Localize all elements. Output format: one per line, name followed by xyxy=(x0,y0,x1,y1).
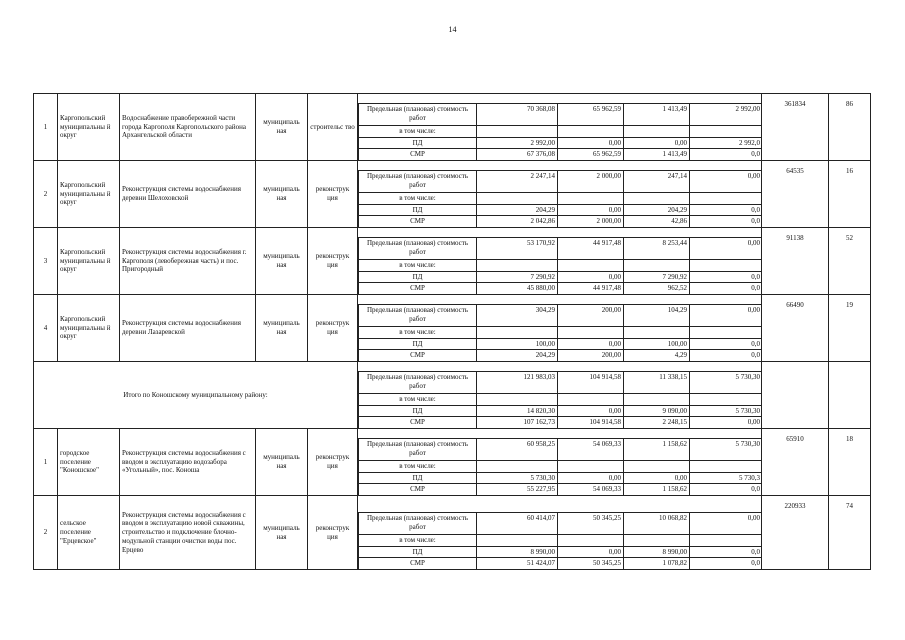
financing-value: 7 290,92 xyxy=(477,271,558,283)
financing-label: Предельная (плановая) стоимость работ xyxy=(359,512,477,534)
indicator-a-cell: 64535 xyxy=(762,161,829,228)
financing-value: 107 162,73 xyxy=(477,417,558,428)
financing-value: 50 345,25 xyxy=(558,512,624,534)
project-name-cell: Реконструкция системы водоснабжения деревни Шелоховской xyxy=(120,161,256,228)
financing-value xyxy=(690,534,762,546)
ownership-cell: муниципаль ная xyxy=(256,228,308,295)
financing-value: 0,00 xyxy=(558,405,624,417)
financing-value: 0,0 xyxy=(690,484,762,495)
financing-value: 0,00 xyxy=(558,137,624,149)
financing-value: 2 000,00 xyxy=(558,170,624,192)
financing-value xyxy=(477,393,558,405)
financing-row xyxy=(359,326,762,338)
total-label: Итого по Коношскому муниципальному району: xyxy=(34,362,358,429)
financing-value: 14 820,30 xyxy=(477,405,558,417)
financing-value: 0,00 xyxy=(558,546,624,558)
financing-label: СМР xyxy=(359,558,477,569)
financing-label: ПД xyxy=(359,271,477,283)
table-row xyxy=(34,228,871,295)
project-name-cell: Реконструкция системы водоснабжения с вводом в эксплуатацию водозабора «Угольный», пос. Коноша xyxy=(120,429,256,496)
indicator-b-cell: 16 xyxy=(829,161,871,228)
ownership-cell: муниципаль ная xyxy=(256,295,308,362)
financing-row xyxy=(359,460,762,472)
indicator-a-cell xyxy=(762,362,829,429)
work-type-cell: реконструк ция xyxy=(308,228,358,295)
financing-label: в том числе: xyxy=(359,192,477,204)
financing-value: 5 730,30 xyxy=(690,405,762,417)
indicator-a-cell: 220933 xyxy=(762,496,829,570)
municipality-cell: городское поселение "Коношское" xyxy=(58,429,120,496)
municipality-cell: Каргопольский муниципальны й округ xyxy=(58,161,120,228)
financing-value: 42,86 xyxy=(624,216,690,227)
financing-value: 0,0 xyxy=(690,546,762,558)
financing-value: 0,00 xyxy=(624,137,690,149)
financing-value xyxy=(558,192,624,204)
financing-row xyxy=(359,546,762,558)
financing-row xyxy=(359,283,762,294)
financing-label: в том числе: xyxy=(359,259,477,271)
financing-label: ПД xyxy=(359,472,477,484)
financing-value: 200,00 xyxy=(558,304,624,326)
financing-value xyxy=(624,393,690,405)
financing-value xyxy=(558,259,624,271)
financing-row xyxy=(359,350,762,361)
financing-cell xyxy=(358,161,762,228)
financing-value: 44 917,48 xyxy=(558,283,624,294)
financing-value: 0,00 xyxy=(558,472,624,484)
indicator-b-cell: 52 xyxy=(829,228,871,295)
financing-value xyxy=(690,192,762,204)
financing-value: 2 992,0 xyxy=(690,137,762,149)
financing-value: 104,29 xyxy=(624,304,690,326)
financing-label: ПД xyxy=(359,338,477,350)
financing-value: 10 068,82 xyxy=(624,512,690,534)
municipality-cell: Каргопольский муниципальны й округ xyxy=(58,295,120,362)
financing-table xyxy=(358,304,762,361)
financing-row xyxy=(359,125,762,137)
financing-value: 2 992,00 xyxy=(690,103,762,125)
financing-value xyxy=(624,534,690,546)
row-number: 1 xyxy=(34,429,58,496)
financing-value: 0,00 xyxy=(558,204,624,216)
financing-value: 44 917,48 xyxy=(558,237,624,259)
financing-row xyxy=(359,472,762,484)
financing-table xyxy=(358,237,762,294)
financing-row xyxy=(359,484,762,495)
financing-value: 55 227,95 xyxy=(477,484,558,495)
table-row xyxy=(34,94,871,161)
financing-value xyxy=(477,326,558,338)
financing-value: 204,29 xyxy=(477,204,558,216)
financing-value: 204,29 xyxy=(477,350,558,361)
financing-table xyxy=(358,512,762,569)
financing-value: 0,00 xyxy=(690,304,762,326)
financing-value: 0,00 xyxy=(624,472,690,484)
financing-value: 1 078,82 xyxy=(624,558,690,569)
financing-value: 5 730,30 xyxy=(690,438,762,460)
municipality-cell: Каргопольский муниципальны й округ xyxy=(58,228,120,295)
table-row xyxy=(34,295,871,362)
financing-row xyxy=(359,271,762,283)
financing-row xyxy=(359,417,762,428)
total-row xyxy=(34,362,871,429)
indicator-b-cell: 19 xyxy=(829,295,871,362)
financing-value xyxy=(690,259,762,271)
financing-row xyxy=(359,237,762,259)
financing-value: 1 413,49 xyxy=(624,149,690,160)
financing-value xyxy=(558,534,624,546)
financing-value xyxy=(690,393,762,405)
financing-value: 8 990,00 xyxy=(624,546,690,558)
indicator-b-cell xyxy=(829,362,871,429)
financing-label: ПД xyxy=(359,546,477,558)
financing-value xyxy=(624,259,690,271)
financing-cell xyxy=(358,94,762,161)
financing-value: 100,00 xyxy=(624,338,690,350)
financing-value: 0,00 xyxy=(558,338,624,350)
financing-value: 104 914,58 xyxy=(558,417,624,428)
row-number: 1 xyxy=(34,94,58,161)
financing-table xyxy=(358,170,762,227)
financing-label: СМР xyxy=(359,283,477,294)
financing-value: 2 248,15 xyxy=(624,417,690,428)
financing-value: 0,0 xyxy=(690,204,762,216)
financing-row xyxy=(359,304,762,326)
financing-row xyxy=(359,438,762,460)
financing-row xyxy=(359,371,762,393)
financing-value: 4,29 xyxy=(624,350,690,361)
financing-label: в том числе: xyxy=(359,393,477,405)
financing-value xyxy=(477,192,558,204)
financing-label: в том числе: xyxy=(359,125,477,137)
financing-value: 1 158,62 xyxy=(624,438,690,460)
financing-value: 53 170,92 xyxy=(477,237,558,259)
financing-value xyxy=(477,259,558,271)
financing-value: 0,0 xyxy=(690,338,762,350)
financing-value xyxy=(624,326,690,338)
financing-label: в том числе: xyxy=(359,326,477,338)
financing-row xyxy=(359,405,762,417)
financing-value: 7 290,92 xyxy=(624,271,690,283)
financing-cell xyxy=(358,228,762,295)
financing-value: 67 376,08 xyxy=(477,149,558,160)
financing-label: ПД xyxy=(359,405,477,417)
financing-row xyxy=(359,259,762,271)
row-number: 2 xyxy=(34,496,58,570)
financing-label: СМР xyxy=(359,417,477,428)
project-name-cell: Реконструкция системы водоснабжения деревни Лазаревской xyxy=(120,295,256,362)
page-number: 14 xyxy=(448,25,457,34)
financing-value: 50 345,25 xyxy=(558,558,624,569)
project-name-cell: Реконструкция системы водоснабжения с вводом в эксплуатацию новой скважины, строительство и подключение блочно-модульной станции очистки воды пос. Ерцево xyxy=(120,496,256,570)
financing-value: 8 253,44 xyxy=(624,237,690,259)
financing-value: 2 992,00 xyxy=(477,137,558,149)
financing-table xyxy=(358,438,762,495)
financing-value xyxy=(558,326,624,338)
financing-row xyxy=(359,216,762,227)
financing-value xyxy=(477,460,558,472)
financing-row xyxy=(359,534,762,546)
municipality-cell: сельское поселение "Ерцевское" xyxy=(58,496,120,570)
financing-value xyxy=(690,326,762,338)
table-row xyxy=(34,161,871,228)
financing-value: 200,00 xyxy=(558,350,624,361)
financing-value: 5 730,30 xyxy=(477,472,558,484)
financing-row xyxy=(359,393,762,405)
work-type-cell: реконструк ция xyxy=(308,161,358,228)
project-name-cell: Реконструкция системы водоснабжения г. Каргополя (левобережная часть) и пос. Пригородный xyxy=(120,228,256,295)
financing-value: 8 990,00 xyxy=(477,546,558,558)
financing-value xyxy=(690,460,762,472)
financing-label: Предельная (плановая) стоимость работ xyxy=(359,103,477,125)
row-number: 4 xyxy=(34,295,58,362)
financing-value: 104 914,58 xyxy=(558,371,624,393)
project-name-cell: Водоснабжение правобережной части города Каргополя Каргопольского района Архангельской области xyxy=(120,94,256,161)
financing-value: 0,00 xyxy=(690,170,762,192)
financing-value: 1 158,62 xyxy=(624,484,690,495)
indicator-b-cell: 74 xyxy=(829,496,871,570)
financing-row xyxy=(359,192,762,204)
financing-label: СМР xyxy=(359,350,477,361)
financing-cell xyxy=(358,362,762,429)
financing-row xyxy=(359,149,762,160)
financing-value: 0,0 xyxy=(690,149,762,160)
financing-cell xyxy=(358,429,762,496)
financing-value: 0,0 xyxy=(690,350,762,361)
financing-value: 0,0 xyxy=(690,216,762,227)
financing-row xyxy=(359,338,762,350)
indicator-a-cell: 65910 xyxy=(762,429,829,496)
financing-value: 9 090,00 xyxy=(624,405,690,417)
projects-table xyxy=(33,93,871,570)
financing-label: Предельная (плановая) стоимость работ xyxy=(359,371,477,393)
work-type-cell: реконструк ция xyxy=(308,429,358,496)
financing-value xyxy=(624,192,690,204)
financing-label: Предельная (плановая) стоимость работ xyxy=(359,237,477,259)
financing-label: Предельная (плановая) стоимость работ xyxy=(359,170,477,192)
financing-value: 51 424,07 xyxy=(477,558,558,569)
financing-value: 0,0 xyxy=(690,558,762,569)
financing-label: Предельная (плановая) стоимость работ xyxy=(359,304,477,326)
work-type-cell: реконструк ция xyxy=(308,496,358,570)
financing-label: ПД xyxy=(359,204,477,216)
financing-value xyxy=(558,125,624,137)
financing-value: 45 880,00 xyxy=(477,283,558,294)
financing-value xyxy=(690,125,762,137)
financing-value: 70 368,08 xyxy=(477,103,558,125)
indicator-a-cell: 91138 xyxy=(762,228,829,295)
financing-value: 60 958,25 xyxy=(477,438,558,460)
financing-value: 0,00 xyxy=(690,417,762,428)
table-row xyxy=(34,496,871,570)
financing-value: 0,00 xyxy=(690,512,762,534)
financing-value: 60 414,07 xyxy=(477,512,558,534)
financing-cell xyxy=(358,496,762,570)
financing-label: СМР xyxy=(359,484,477,495)
financing-value: 100,00 xyxy=(477,338,558,350)
row-number: 2 xyxy=(34,161,58,228)
financing-value xyxy=(624,460,690,472)
financing-label: ПД xyxy=(359,137,477,149)
ownership-cell: муниципаль ная xyxy=(256,496,308,570)
financing-value xyxy=(477,534,558,546)
indicator-b-cell: 86 xyxy=(829,94,871,161)
financing-value: 0,0 xyxy=(690,271,762,283)
financing-value: 54 069,33 xyxy=(558,484,624,495)
financing-label: Предельная (плановая) стоимость работ xyxy=(359,438,477,460)
financing-value xyxy=(558,460,624,472)
work-type-cell: реконструк ция xyxy=(308,295,358,362)
ownership-cell: муниципаль ная xyxy=(256,429,308,496)
indicator-a-cell: 66490 xyxy=(762,295,829,362)
financing-row xyxy=(359,137,762,149)
financing-row xyxy=(359,170,762,192)
work-type-cell: строительс тво xyxy=(308,94,358,161)
financing-label: в том числе: xyxy=(359,460,477,472)
financing-table xyxy=(358,103,762,160)
financing-row xyxy=(359,204,762,216)
financing-value: 65 962,59 xyxy=(558,103,624,125)
ownership-cell: муниципаль ная xyxy=(256,94,308,161)
financing-value: 54 069,33 xyxy=(558,438,624,460)
municipality-cell: Каргопольский муниципальны й округ xyxy=(58,94,120,161)
financing-label: СМР xyxy=(359,149,477,160)
financing-value: 11 338,15 xyxy=(624,371,690,393)
financing-value: 0,00 xyxy=(558,271,624,283)
financing-value xyxy=(558,393,624,405)
financing-value: 0,0 xyxy=(690,283,762,294)
indicator-a-cell: 361834 xyxy=(762,94,829,161)
financing-value: 5 730,3 xyxy=(690,472,762,484)
financing-value: 2 000,00 xyxy=(558,216,624,227)
financing-value: 204,29 xyxy=(624,204,690,216)
financing-cell xyxy=(358,295,762,362)
financing-value: 304,29 xyxy=(477,304,558,326)
financing-row xyxy=(359,512,762,534)
financing-label: в том числе: xyxy=(359,534,477,546)
financing-value xyxy=(477,125,558,137)
financing-row xyxy=(359,103,762,125)
financing-value: 121 983,03 xyxy=(477,371,558,393)
financing-value: 2 042,86 xyxy=(477,216,558,227)
row-number: 3 xyxy=(34,228,58,295)
financing-value: 1 413,49 xyxy=(624,103,690,125)
financing-label: СМР xyxy=(359,216,477,227)
financing-value: 962,52 xyxy=(624,283,690,294)
indicator-b-cell: 18 xyxy=(829,429,871,496)
financing-value: 2 247,14 xyxy=(477,170,558,192)
ownership-cell: муниципаль ная xyxy=(256,161,308,228)
financing-value: 5 730,30 xyxy=(690,371,762,393)
financing-value: 0,00 xyxy=(690,237,762,259)
table-row xyxy=(34,429,871,496)
financing-table xyxy=(358,371,762,428)
financing-value xyxy=(624,125,690,137)
financing-value: 247,14 xyxy=(624,170,690,192)
financing-row xyxy=(359,558,762,569)
financing-value: 65 962,59 xyxy=(558,149,624,160)
